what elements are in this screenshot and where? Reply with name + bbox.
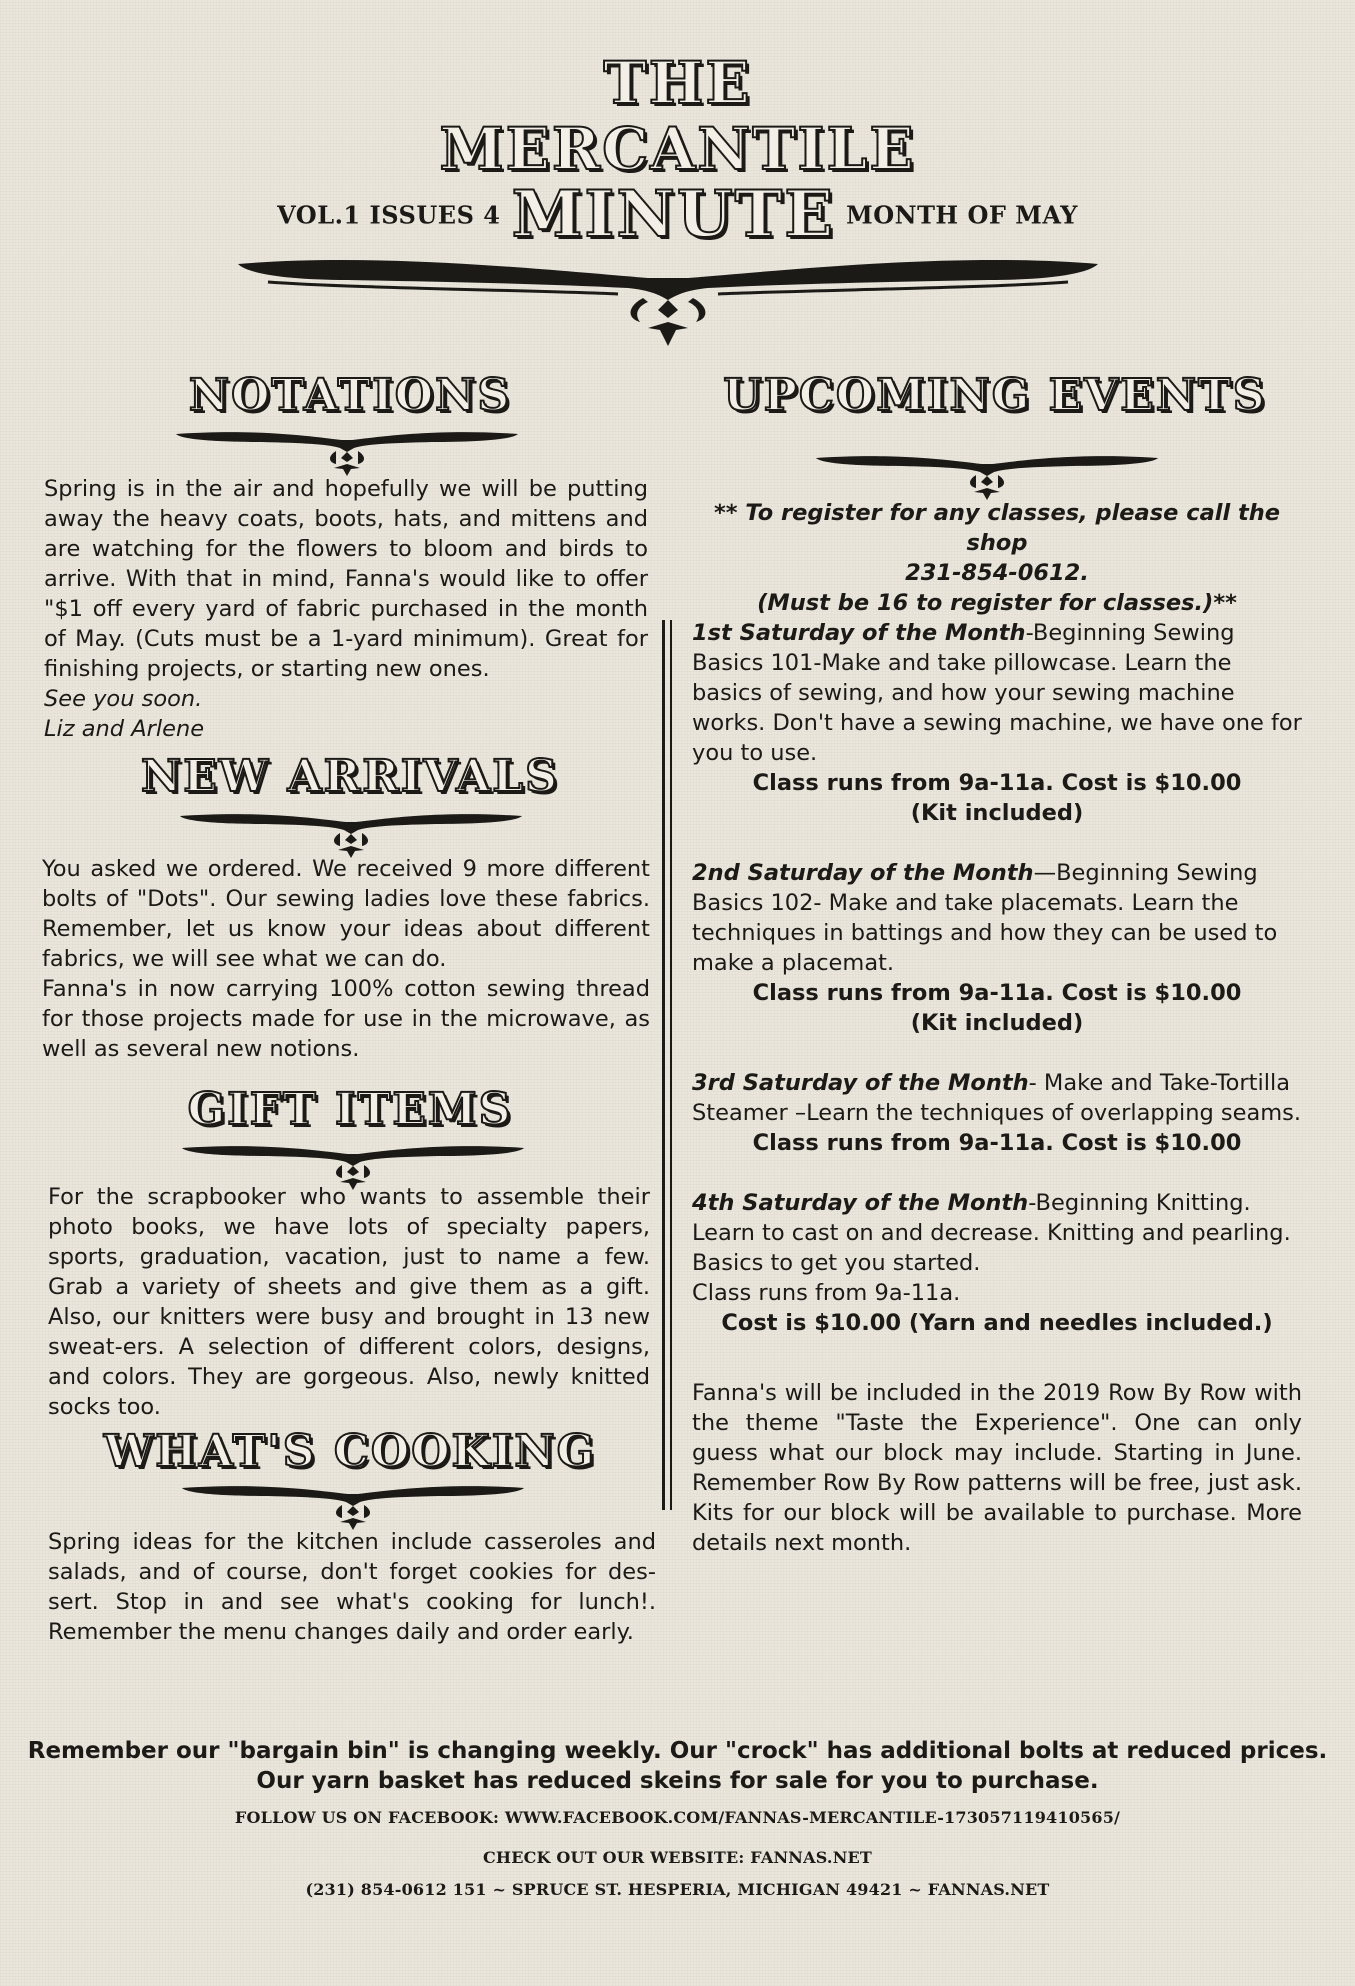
footer-facebook: FOLLOW US ON FACEBOOK: WWW.FACEBOOK.COM/FANNAS-MERCANTILE-173057119410565/: [234, 1808, 1121, 1827]
event-2-title: 2nd Saturday of the Month: [692, 860, 1034, 886]
event-3-text: - Make and Take-Tortilla Steamer –Learn the techniques of overlapping seams.: [692, 1070, 1302, 1126]
masthead-minute: MINUTE: [511, 177, 836, 252]
event-4-text: -Beginning Knitting. Learn to cast on and decrease. Knitting and pearling. Basics to get you started.: [692, 1190, 1291, 1276]
volume-issue: VOL.1 ISSUES 4: [277, 200, 501, 230]
event-3-description: [692, 1068, 1302, 1128]
event-2-kit: (Kit included): [910, 1010, 1084, 1036]
gift-items-heading: GIFT ITEMS: [187, 1084, 513, 1135]
footer-yarn-line: Our yarn basket has reduced skeins for sale for you to purchase.: [256, 1768, 1099, 1794]
event-4-class-time: Class runs from 9a-11a.: [692, 1280, 961, 1306]
masthead-issue-row: [0, 177, 1355, 252]
footer-website: CHECK OUT OUR WEBSITE: FANNAS.NET: [482, 1848, 873, 1867]
event-1-class-time: Class runs from 9a-11a. Cost is $10.00: [752, 770, 1242, 796]
event-2-description: [692, 858, 1302, 978]
event-4-description: [692, 1188, 1302, 1278]
row-by-row-text: Fanna's will be included in the 2019 Row By Row with the theme "Taste the Experience". One can only guess what our block may include. Starting in June. Remember Row By Row patterns will be free, just ask. Kits for our block will be available to purchase. More details next month.: [692, 1380, 1302, 1556]
event-1-title: 1st Saturday of the Month: [692, 620, 1026, 646]
column-divider-inner: [670, 620, 672, 1510]
whats-cooking-heading: WHAT'S COOKING: [103, 1426, 597, 1477]
whats-cooking-text: Spring ideas for the kitchen include casseroles and salads, and of course, don't forget cookies for des-sert. Stop in and see what's cooking for lunch!. Remember the menu changes daily and order early.: [48, 1529, 656, 1645]
notations-ornament: [172, 424, 522, 476]
register-phone: 231-854-0612.: [905, 560, 1089, 586]
register-note-2: (Must be 16 to register for classes.)**: [757, 590, 1237, 616]
new-arrivals-text-2: Fanna's in now carrying 100% cotton sewing thread for those projects made for use in the microwave, as well as several new notions.: [42, 976, 650, 1062]
masthead-mercantile: MERCANTILE: [439, 115, 916, 183]
event-4-cost: Cost is $10.00 (Yarn and needles included.): [721, 1310, 1273, 1336]
masthead-the: THE: [603, 49, 752, 117]
events-body: [692, 498, 1302, 1558]
new-arrivals-body: [42, 854, 650, 1064]
event-1-kit: (Kit included): [910, 800, 1084, 826]
upcoming-events-heading: UPCOMING EVENTS: [723, 370, 1267, 421]
notations-text: Spring is in the air and hopefully we will be putting away the heavy coats, boots, hats, and mittens and are watching for the flowers to bloom and birds to arrive. With that in mind, Fanna's would like to offer "$1 off every yard of fabric purchased in the month of May. (Cuts must be a 1-yard minimum). Great for finishing projects, or starting new ones.: [44, 476, 648, 682]
new-arrivals-text-1: You asked we ordered. We received 9 more different bolts of "Dots". Our sewing ladies love these fabrics. Remember, let us know your ideas about different fabrics, we will see what we can do.: [42, 856, 650, 972]
gift-items-body: [48, 1182, 650, 1422]
event-4-title: 4th Saturday of the Month: [692, 1190, 1029, 1216]
issue-month: MONTH OF MAY: [846, 200, 1078, 230]
footer-address: (231) 854-0612 151 ~ SPRUCE ST. HESPERIA, MICHIGAN 49421 ~ FANNAS.NET: [305, 1880, 1050, 1899]
event-3-title: 3rd Saturday of the Month: [692, 1070, 1029, 1096]
whats-cooking-ornament: [178, 1478, 528, 1530]
whats-cooking-body: [48, 1527, 656, 1647]
masthead-ornament: [228, 248, 1108, 348]
column-divider: [662, 620, 665, 1510]
event-1-text: -Beginning Sewing Basics 101-Make and take pillowcase. Learn the basics of sewing, and how your sewing machine works. Don't have a sewing machine, we have one for you to use.: [692, 620, 1302, 766]
notations-signoff: See you soon.: [44, 686, 203, 712]
event-1-description: [692, 618, 1302, 768]
gift-items-text: For the scrapbooker who wants to assemble their photo books, we have lots of specialty papers, sports, graduation, vacation, just to name a few. Grab a variety of sheets and give them as a gift. Also, our knitters were busy and brought in 13 new sweat-ers. A selection of different colors, designs, and colors. They are gorgeous. Also, newly knitted socks too.: [48, 1184, 650, 1420]
register-note-1: ** To register for any classes, please call the shop: [713, 500, 1281, 556]
new-arrivals-ornament: [176, 806, 526, 858]
new-arrivals-heading: NEW ARRIVALS: [141, 751, 559, 802]
notations-body: [44, 474, 648, 744]
event-3-class-time: Class runs from 9a-11a. Cost is $10.00: [752, 1130, 1242, 1156]
event-2-class-time: Class runs from 9a-11a. Cost is $10.00: [752, 980, 1242, 1006]
upcoming-events-ornament: [812, 448, 1162, 500]
notations-signature: Liz and Arlene: [44, 716, 205, 742]
event-2-text: —Beginning Sewing Basics 102- Make and take placemats. Learn the techniques in battings and how they can be used to make a placemat.: [692, 860, 1278, 976]
footer-bargain-line: Remember our "bargain bin" is changing weekly. Our "crock" has additional bolts at reduced prices.: [27, 1738, 1328, 1764]
notations-heading: NOTATIONS: [188, 370, 512, 421]
